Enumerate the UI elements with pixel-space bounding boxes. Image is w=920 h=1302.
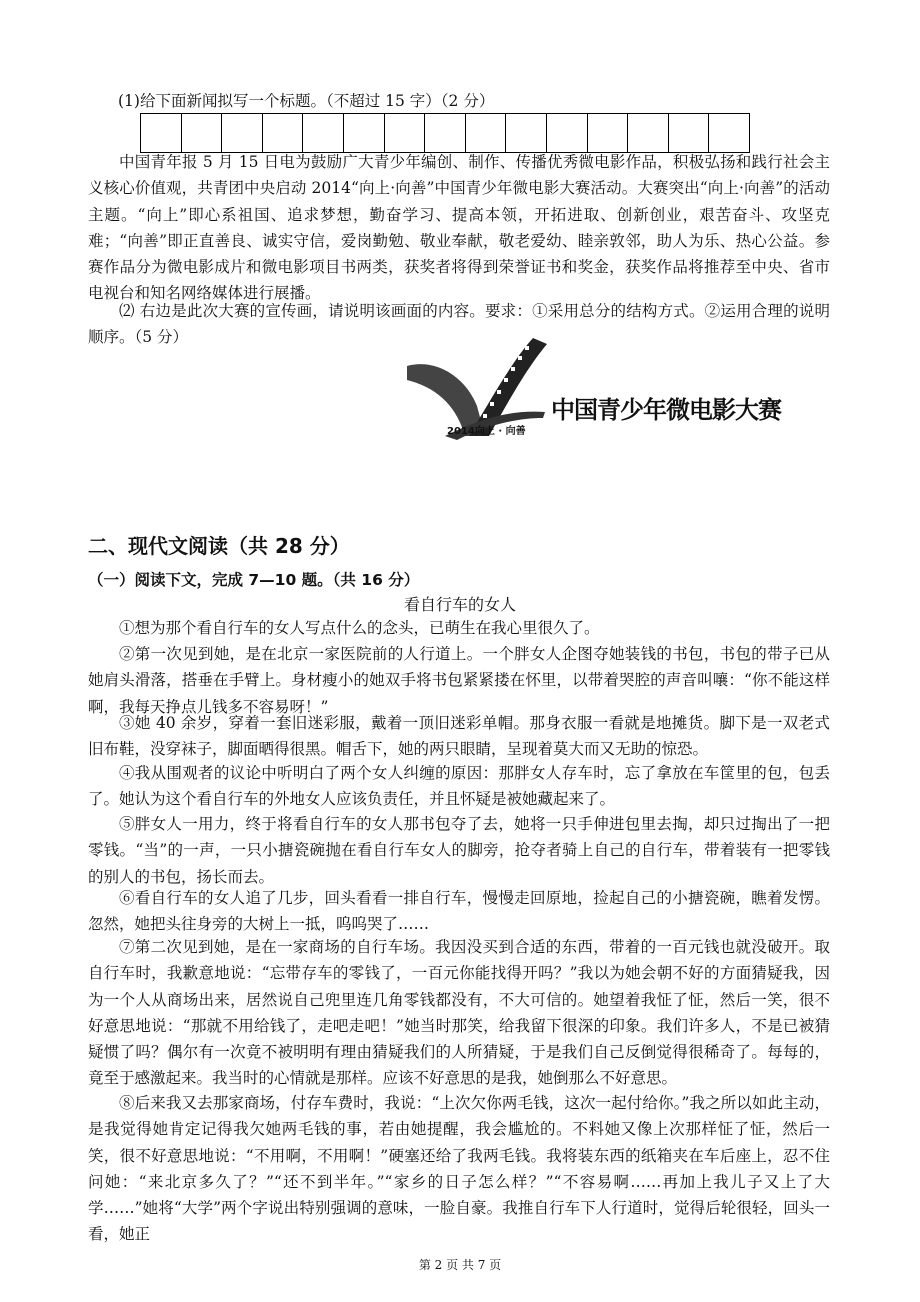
article-paragraph: ⑤胖女人一用力，终于将看自行车的女人那书包夺了去，她将一只手伸进包里去掏，却只过掏出了一把零钱。“当”的一声，一只小搪瓷碗抛在看自行车女人的脚旁，抢夺者骑上自己的自行车，带着装有一把零钱的别人的书包，扬长而去。 bbox=[88, 815, 830, 886]
poster-title: 中国青少年微电影大赛 bbox=[551, 396, 781, 424]
answer-grid-cell[interactable] bbox=[303, 114, 344, 152]
article-paragraph: ③她 40 余岁，穿着一套旧迷彩服，戴着一顶旧迷彩单帽。那身衣服一看就是地摊货。脚下是一双老式旧布鞋，没穿袜子，脚面晒得很黑。帽舌下，她的两只眼睛，呈现着莫大而又无助的惊恐。 bbox=[88, 714, 830, 759]
page-footer: 第 2 页 共 7 页 bbox=[418, 1258, 502, 1272]
answer-grid-cell[interactable] bbox=[709, 114, 750, 152]
article-paragraph: ④我从围观者的议论中听明白了两个女人纠缠的原因：那胖女人存车时，忘了拿放在车筐里的包，包丢了。她认为这个看自行车的外地女人应该负责任，并且怀疑是被她藏起来了。 bbox=[88, 764, 830, 809]
answer-grid-cell[interactable] bbox=[222, 114, 263, 152]
contest-poster bbox=[405, 336, 781, 440]
article-paragraph: ②第一次见到她，是在北京一家医院前的人行道上。一个胖女人企图夺她装钱的书包，书包的带子已从她肩头滑落，搭垂在手臂上。身材瘦小的她双手将书包紧紧搂在怀里，以带着哭腔的声音叫嚷：“你不能这样啊，我每天挣点儿钱多不容易呀！” bbox=[88, 645, 830, 716]
answer-grid-cell[interactable] bbox=[182, 114, 223, 152]
article-paragraph: ⑦第二次见到她，是在一家商场的自行车场。我因没买到合适的东西，带着的一百元钱也就没破开。取自行车时，我歉意地说：“忘带存车的零钱了，一百元你能找得开吗？”我以为她会朝不好的方面猜疑我，因为一个人从商场出来，居然说自己兜里连几角零钱都没有，不大可信的。她望着我怔了怔，然后一笑，很不好意思地说：“那就不用给钱了，走吧走吧！”她当时那笑，给我留下很深的印象。我们许多人，不是已被猜疑惯了吗？偶尔有一次竟不被明明有理由猜疑我们的人所猜疑，于是我们自己反倒觉得很稀奇了。每每的，竟至于感激起来。我当时的心情就是那样。应该不好意思的是我，她倒那么不好意思。 bbox=[88, 938, 830, 1088]
poster-subtitle: 2014向上 · 向善 bbox=[447, 426, 526, 437]
answer-grid-cell[interactable] bbox=[547, 114, 588, 152]
news-paragraph: 中国青年报 5 月 15 日电为鼓励广大青少年编创、制作、传播优秀微电影作品，积极弘扬和践行社会主义核心价值观，共青团中央启动 2014“向上·向善”中国青少年微电影大赛活动。大赛突出“向上·向善”的活动主题。“向上”即心系祖国、追求梦想，勤奋学习、提高本领，开拓进取、创新创业，艰苦奋斗、攻坚克难；“向善”即正直善良、诚实守信，爱岗勤勉、敬业奉献，敬老爱幼、睦亲敦邻，助人为乐、热心公益。参赛作品分为微电影成片和微电影项目书两类，获奖者将得到荣誉证书和奖金，获奖作品将推荐至中央、省市电视台和知名网络媒体进行展播。 bbox=[88, 153, 830, 303]
article-paragraph: ①想为那个看自行车的女人写点什么的念头，已萌生在我心里很久了。 bbox=[119, 619, 600, 637]
answer-grid-cell[interactable] bbox=[466, 114, 507, 152]
answer-grid-cell[interactable] bbox=[628, 114, 669, 152]
article-paragraph: ⑥看自行车的女人追了几步，回头看看一排自行车，慢慢走回原地，捡起自己的小搪瓷碗，瞧着发愣。忽然，她把头往身旁的大树上一抵，呜呜哭了…… bbox=[88, 889, 830, 934]
section-title: 二、现代文阅读（共 28 分） bbox=[88, 534, 350, 558]
question-1-prompt: (1)给下面新闻拟写一个标题。（不超过 15 字）（2 分） bbox=[118, 92, 495, 110]
answer-grid[interactable] bbox=[140, 113, 750, 153]
answer-grid-cell[interactable] bbox=[385, 114, 426, 152]
article-title: 看自行车的女人 bbox=[403, 595, 516, 614]
answer-grid-cell[interactable] bbox=[588, 114, 629, 152]
answer-grid-cell[interactable] bbox=[263, 114, 304, 152]
answer-grid-cell[interactable] bbox=[141, 114, 182, 152]
section-subtitle: （一）阅读下文，完成 7—10 题。（共 16 分） bbox=[88, 571, 420, 589]
answer-grid-cell[interactable] bbox=[669, 114, 710, 152]
answer-grid-cell[interactable] bbox=[506, 114, 547, 152]
answer-grid-cell[interactable] bbox=[425, 114, 466, 152]
question-2-prompt: ⑵ 右边是此次大赛的宣传画，请说明该画面的内容。要求：①采用总分的结构方式。②运用合理的说明顺序。（5 分） bbox=[88, 302, 830, 347]
article-paragraph: ⑧后来我又去那家商场，付存车费时，我说：“上次欠你两毛钱，这次一起付给你。”我之所以如此主动，是我觉得她肯定记得我欠她两毛钱的事，若由她提醒，我会尴尬的。不料她又像上次那样怔了怔，然后一笑，很不好意思地说：“不用啊，不用啊！”硬塞还给了我两毛钱。我将装东西的纸箱夹在车后座上，忍不住问她：“来北京多久了？”“还不到半年。”“家乡的日子怎么样？”“不容易啊……再加上我儿子又上了大学……”她将“大学”两个字说出特别强调的意味，一脸自豪。我推自行车下人行道时，觉得后轮很轻，回头一看，她正 bbox=[88, 1094, 830, 1244]
answer-grid-cell[interactable] bbox=[344, 114, 385, 152]
